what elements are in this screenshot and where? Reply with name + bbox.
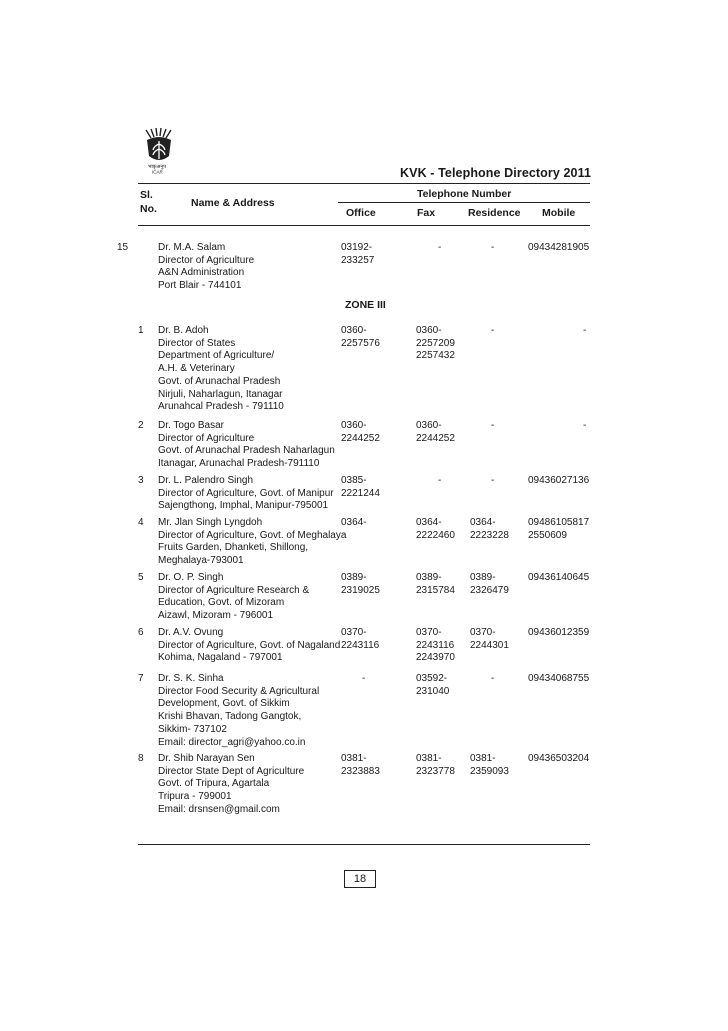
header-telephone-number: Telephone Number xyxy=(417,188,512,200)
footer-rule xyxy=(138,844,590,845)
entry-sl: 5 xyxy=(138,572,144,583)
entry-sl: 1 xyxy=(138,325,144,336)
entry-office: 03192- 233257 xyxy=(341,242,375,266)
entry-residence: - xyxy=(491,420,495,431)
entry-office: 0360- 2257576 xyxy=(341,325,380,349)
entry-mobile: 09434068755 xyxy=(528,673,590,684)
entry-office: 0381- 2323883 xyxy=(341,753,380,777)
zone-label: ZONE III xyxy=(345,299,386,311)
entry-sl: 3 xyxy=(138,475,144,486)
entry-residence: 0389- 2326479 xyxy=(470,572,509,596)
entry-residence: 0381- 2359093 xyxy=(470,753,509,777)
entry-mobile: 09436027136 xyxy=(528,475,590,486)
entry-residence: - xyxy=(491,325,495,336)
header-sl: Sl. xyxy=(140,189,153,201)
svg-text:ICAR: ICAR xyxy=(152,169,163,174)
page-number: 18 xyxy=(344,870,376,888)
icar-logo-icon xyxy=(140,128,178,174)
header-bottom-rule xyxy=(138,225,590,226)
entry-office: 0360- 2244252 xyxy=(341,420,380,444)
entry-residence: - xyxy=(491,673,495,684)
entry-fax: - xyxy=(438,242,442,253)
entry-office: 0389- 2319025 xyxy=(341,572,380,596)
entry-mobile: 09436503204 xyxy=(528,753,590,764)
entry-residence: 0370- 2244301 xyxy=(470,627,509,651)
entry-name-address: Mr. Jlan Singh Lyngdoh Director of Agriculture, Govt. of Meghalaya Fruits Garden, Dhanketi, Shillong, Meghalaya-793001 xyxy=(158,517,347,567)
entry-sl: 4 xyxy=(138,517,144,528)
entry-fax: 0389- 2315784 xyxy=(416,572,455,596)
entry-fax: 0370- 2243116 2243970 xyxy=(416,627,455,664)
entry-mobile: - xyxy=(583,325,587,336)
entry-mobile: 09486105817 2550609 xyxy=(528,517,590,541)
entry-name-address: Dr. Shib Narayan Sen Director State Dept of Agriculture Govt. of Tripura, Agartala Tripura - 799001 Email: drsnsen@gmail.com xyxy=(158,753,305,815)
header-residence: Residence xyxy=(468,207,521,219)
entry-mobile: 09434281905 xyxy=(528,242,590,253)
entry-sl: 7 xyxy=(138,673,144,684)
document-title: KVK - Telephone Directory 2011 xyxy=(400,166,592,180)
header-name-address: Name & Address xyxy=(191,197,275,209)
header-mobile: Mobile xyxy=(542,207,576,219)
entry-name-address: Dr. Togo Basar Director of Agriculture Govt. of Arunachal Pradesh Naharlagun Itanagar, Arunachal Pradesh-791110 xyxy=(158,420,335,470)
entry-sl: 15 xyxy=(117,242,129,253)
header-sub-rule xyxy=(338,202,590,203)
header-office: Office xyxy=(346,207,376,219)
entry-fax: 0381- 2323778 xyxy=(416,753,455,777)
header-fax: Fax xyxy=(417,207,436,219)
entry-mobile: 09436012359 xyxy=(528,627,590,638)
entry-residence: - xyxy=(491,475,495,486)
entry-name-address: Dr. S. K. Sinha Director Food Security & Agricultural Development, Govt. of Sikkim Krishi Bhavan, Tadong Gangtok, Sikkim- 737102 Email: director_agri@yahoo.co.in xyxy=(158,673,320,748)
entry-mobile: 09436140645 xyxy=(528,572,590,583)
header-top-rule xyxy=(138,183,590,184)
entry-office: 0385- 2221244 xyxy=(341,475,380,499)
entry-fax: 0364- 2222460 xyxy=(416,517,455,541)
entry-fax: - xyxy=(438,475,442,486)
entry-office: - xyxy=(362,673,366,684)
entry-sl: 8 xyxy=(138,753,144,764)
entry-sl: 2 xyxy=(138,420,144,431)
entry-name-address: Dr. B. Adoh Director of States Department of Agriculture/ A.H. & Veterinary Govt. of Arunachal Pradesh Nirjuli, Naharlagun, Itanagar Arunahcal Pradesh - 791110 xyxy=(158,325,284,413)
entry-fax: 0360- 2244252 xyxy=(416,420,455,444)
entry-fax: 03592- 231040 xyxy=(416,673,450,697)
entry-name-address: Dr. M.A. Salam Director of Agriculture A&N Administration Port Blair - 744101 xyxy=(158,242,255,292)
entry-fax: 0360- 2257209 2257432 xyxy=(416,325,455,362)
entry-residence: - xyxy=(491,242,495,253)
entry-name-address: Dr. L. Palendro Singh Director of Agriculture, Govt. of Manipur Sajengthong, Imphal, Manipur-795001 xyxy=(158,475,334,512)
entry-name-address: Dr. A.V. Ovung Director of Agriculture, Govt. of Nagaland Kohima, Nagaland - 797001 xyxy=(158,627,341,664)
entry-residence: 0364- 2223228 xyxy=(470,517,509,541)
svg-text:भाकृअनुप: भाकृअनुप xyxy=(148,164,167,170)
entry-name-address: Dr. O. P. Singh Director of Agriculture Research & Education, Govt. of Mizoram Aizawl, Mizoram - 796001 xyxy=(158,572,310,622)
header-no: No. xyxy=(140,203,157,215)
entry-mobile: - xyxy=(583,420,587,431)
entry-office: 0370- 2243116 xyxy=(341,627,380,651)
entry-sl: 6 xyxy=(138,627,144,638)
entry-office: 0364- xyxy=(341,517,367,528)
